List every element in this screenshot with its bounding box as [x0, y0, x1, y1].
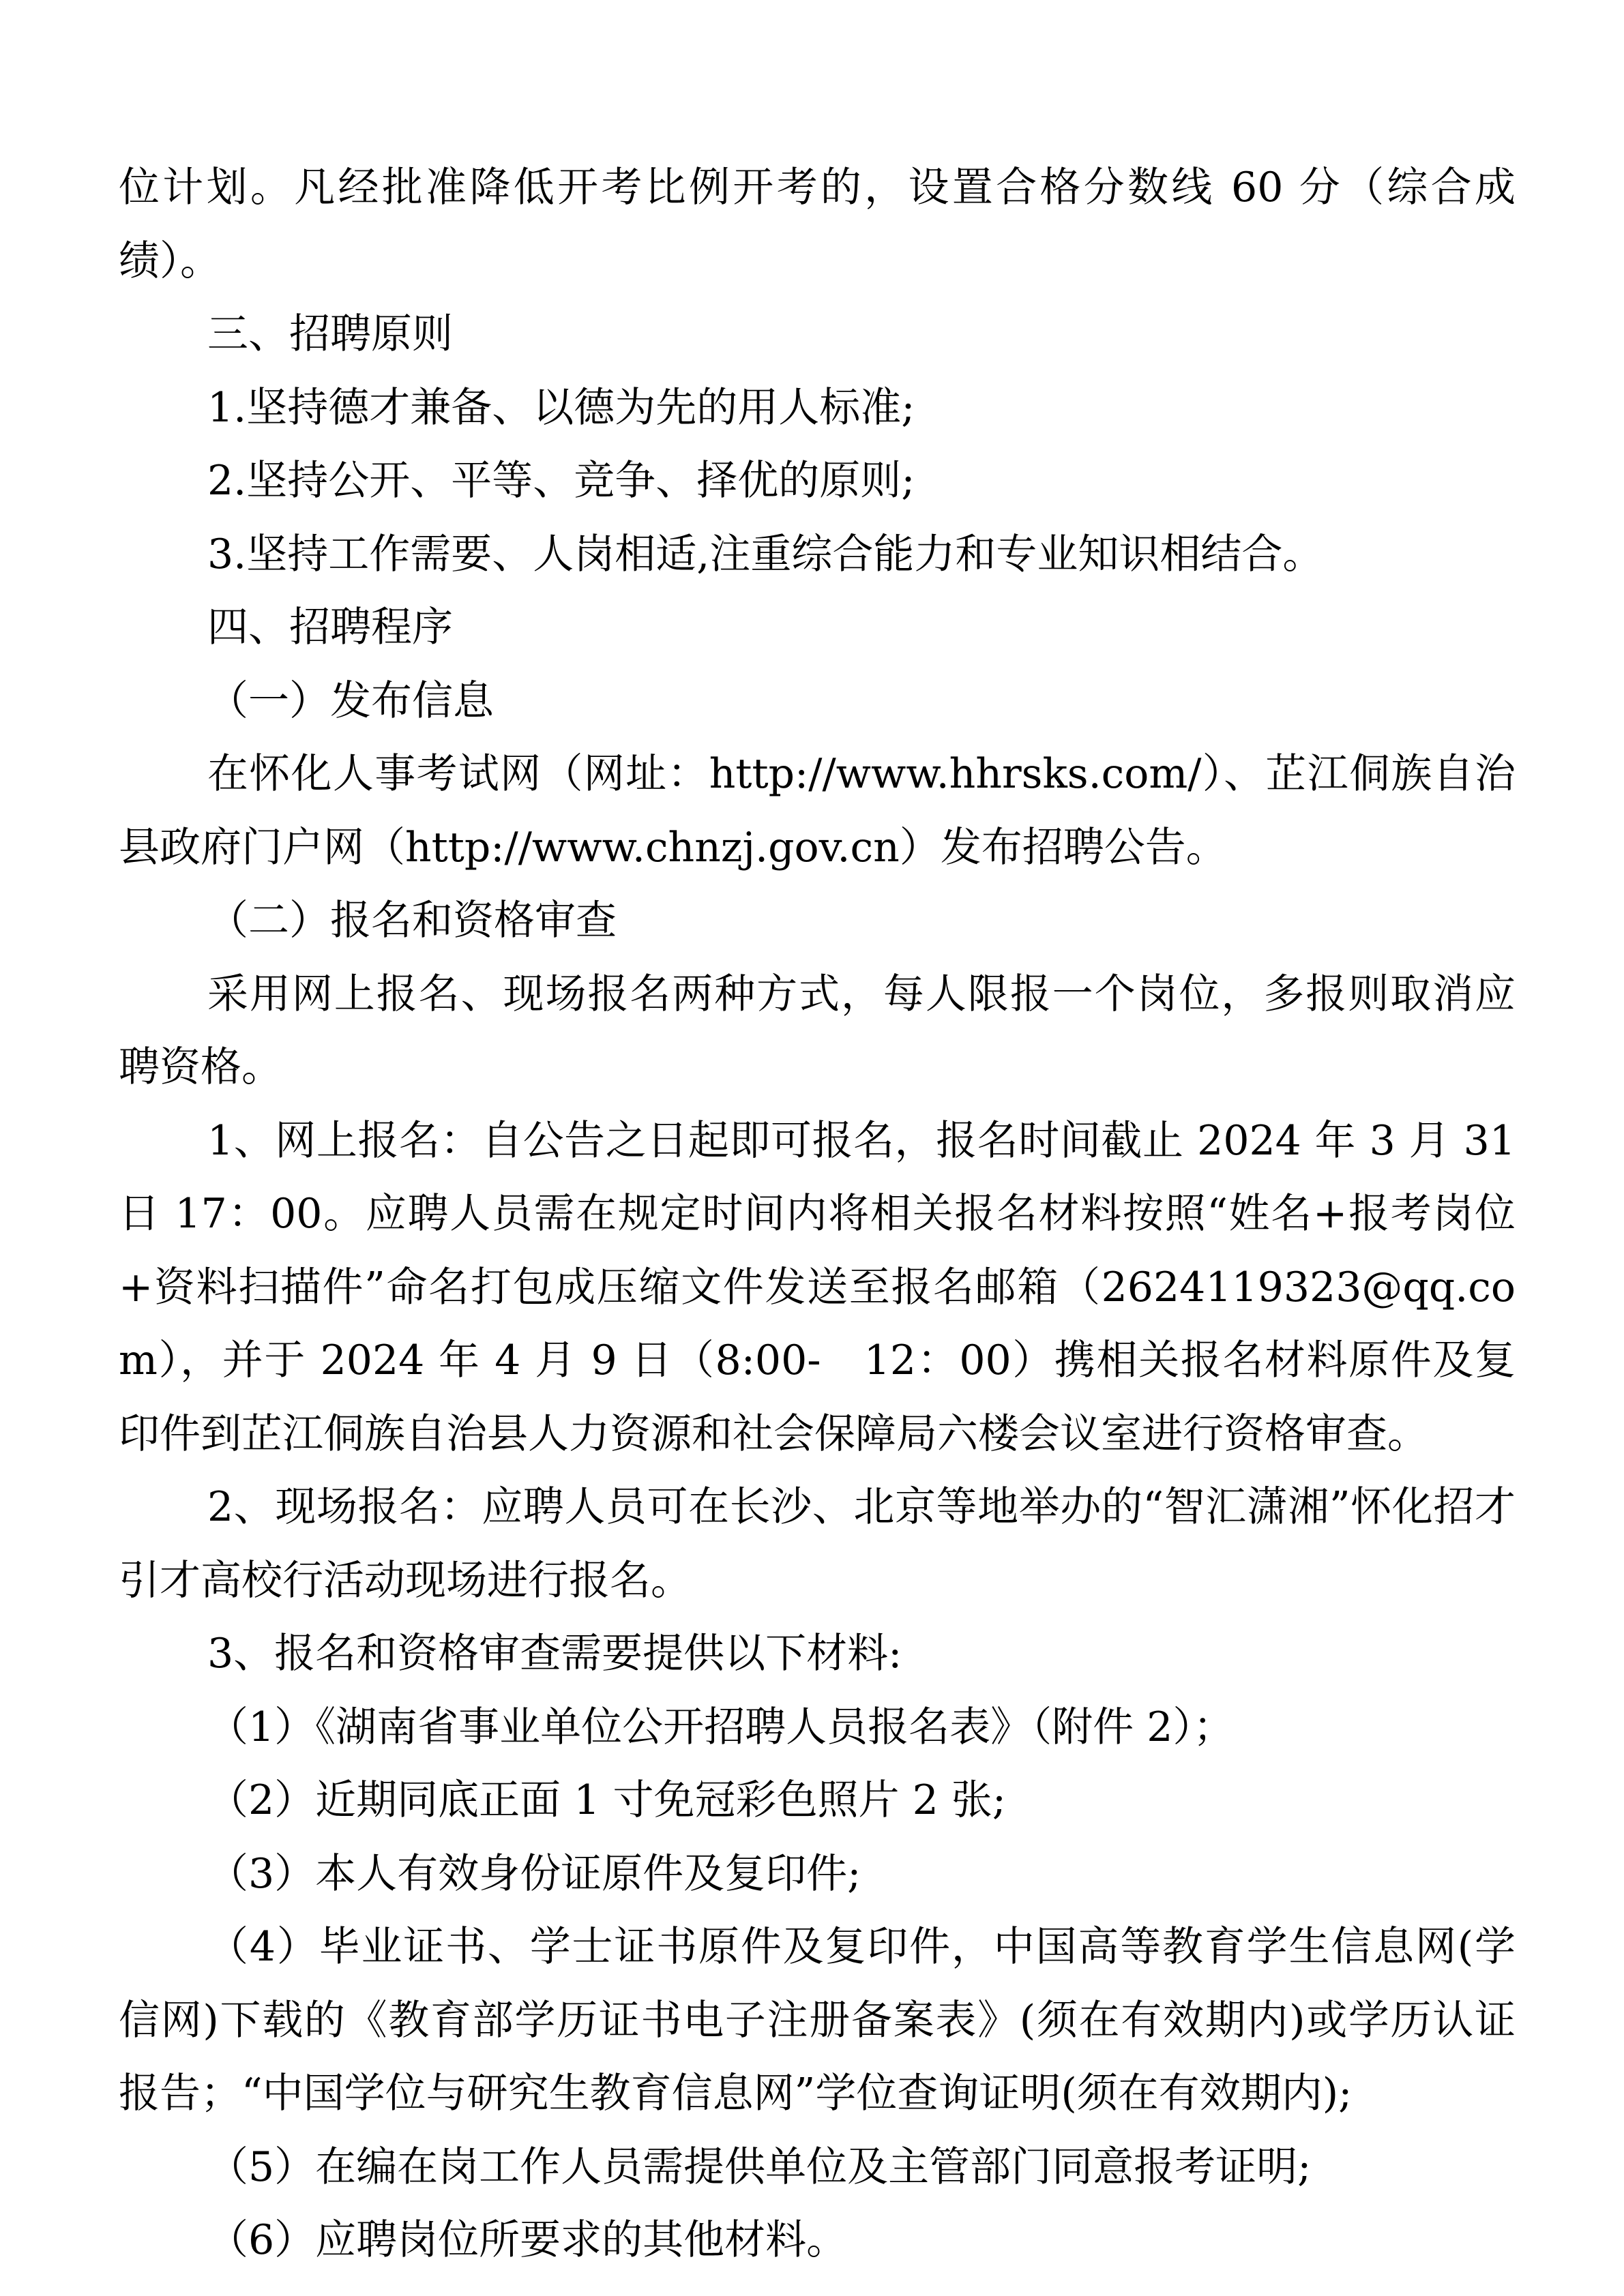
- document-body: [119, 151, 1516, 2278]
- heading-recruitment-principles: 三、招聘原则: [207, 310, 453, 358]
- paragraph-registration-methods: 采用网上报名、现场报名两种方式，每人限报一个岗位，多报则取消应聘资格。: [119, 970, 1516, 1091]
- subheading-publish-info: （一）发布信息: [207, 676, 494, 725]
- subheading-registration-review: （二）报名和资格审查: [207, 897, 617, 944]
- material-item-6: （6）应聘岗位所要求的其他材料。: [207, 2216, 848, 2264]
- paragraph-publish-websites: 在怀化人事考试网（网址：http://www.hhrsks.com/）、芷江侗族自治县政府门户网（http://www.chnzj.gov.cn）发布招聘公告。: [119, 750, 1516, 871]
- material-item-2: （2）近期同底正面 1 寸免冠彩色照片 2 张;: [207, 1776, 1007, 1824]
- material-item-1: （1）《湖南省事业单位公开招聘人员报名表》（附件 2）；: [207, 1703, 1235, 1751]
- principle-3: 3.坚持工作需要、人岗相适,注重综合能力和专业知识相结合。: [207, 530, 1324, 578]
- material-item-4: （4）毕业证书、学士证书原件及复印件，中国高等教育学生信息网(学信网)下载的《教育部学历证书电子注册备案表》(须在有效期内)或学历认证报告；“中国学位与研究生教育信息网”学位查询证明(须在有效期内);: [119, 1923, 1516, 2117]
- heading-recruitment-procedure: 四、招聘程序: [207, 603, 453, 651]
- paragraph-onsite-registration: 2、现场报名：应聘人员可在长沙、北京等地举办的“智汇潇湘”怀化招才引才高校行活动现场进行报名。: [119, 1483, 1516, 1605]
- material-item-3: （3）本人有效身份证原件及复印件;: [207, 1849, 861, 1898]
- paragraph-required-materials: 3、报名和资格审查需要提供以下材料:: [207, 1630, 902, 1678]
- paragraph-passing-score: 位计划。凡经批准降低开考比例开考的，设置合格分数线 60 分（综合成绩）。: [119, 164, 1516, 285]
- paragraph-online-registration: 1、网上报名：自公告之日起即可报名，报名时间截止 2024 年 3 月 31 日 17：00。应聘人员需在规定时间内将相关报名材料按照“姓名+报考岗位+资料扫描件”命名打包成压缩文件发送至报名邮箱（2624119323@qq.com），并于 2024 年 4 月 9 日（8:00- 12：00）携相关报名材料原件及复印件到芷江侗族自治县人力资源和社会保障局六楼会议室进行资格审查。: [119, 1116, 1516, 1458]
- principle-1: 1.坚持德才兼备、以德为先的用人标准;: [207, 383, 915, 432]
- principle-2: 2.坚持公开、平等、竞争、择优的原则;: [207, 457, 915, 505]
- material-item-5: （5）在编在岗工作人员需提供单位及主管部门同意报考证明;: [207, 2143, 1312, 2191]
